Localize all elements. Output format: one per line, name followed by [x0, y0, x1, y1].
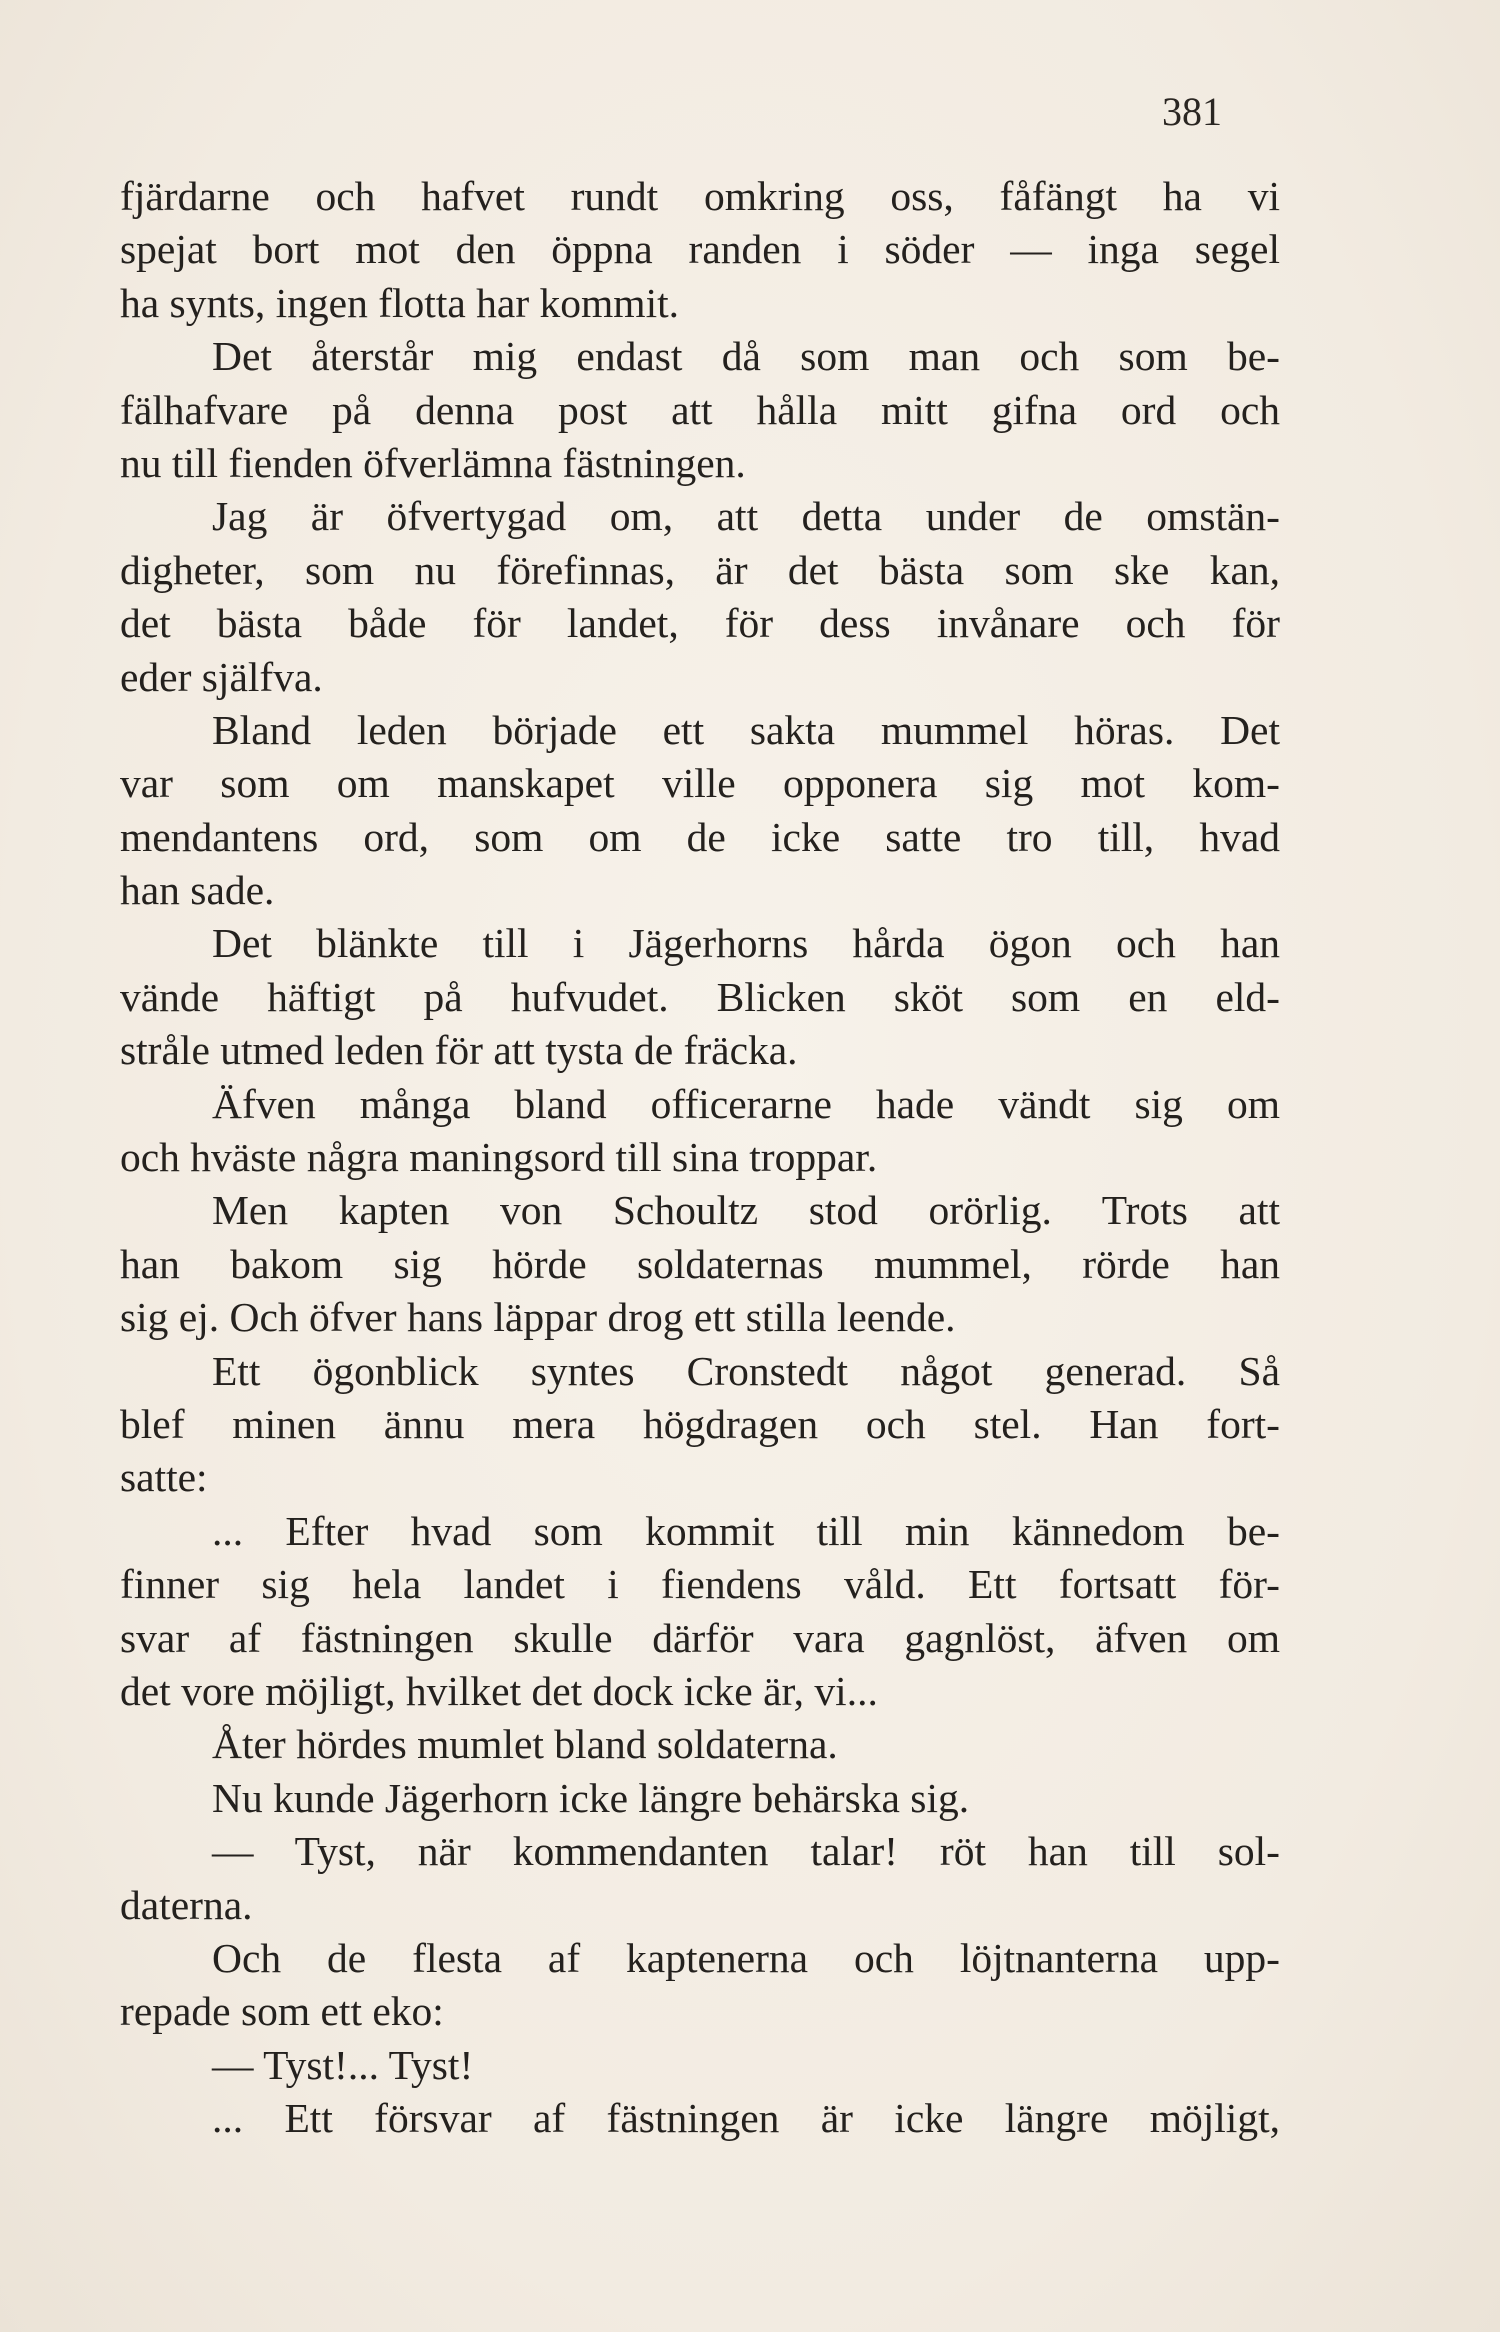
- text-line: det bästa både för landet, för dess invånare och för: [120, 600, 1280, 647]
- text-line: nu till fienden öfverlämna fästningen.: [120, 439, 746, 486]
- text-line: fjärdarne och hafvet rundt omkring oss, fåfängt ha vi: [120, 173, 1280, 219]
- text-line: han sade.: [120, 867, 275, 914]
- text-line: ha synts, ingen flotta har kommit.: [120, 279, 680, 326]
- text-line: fälhafvare på denna post att hålla mitt gifna ord och: [120, 386, 1280, 433]
- text-line: mendantens ord, som om de icke satte tro till, hvad: [120, 813, 1280, 860]
- text-line: ... Efter hvad som kommit till min kännedom be-: [212, 1507, 1280, 1554]
- text-line: svar af fästningen skulle därför vara gagnlöst, äfven om: [120, 1614, 1280, 1661]
- text-line: var som om manskapet ville opponera sig mot kom-: [120, 760, 1280, 807]
- text-line: blef minen ännu mera högdragen och stel. Han fort-: [120, 1400, 1280, 1447]
- text-line: stråle utmed leden för att tysta de fräcka.: [120, 1027, 798, 1074]
- text-line: spejat bort mot den öppna randen i söder — inga segel: [120, 226, 1280, 273]
- text-line: det vore möjligt, hvilket det dock icke är, vi...: [120, 1667, 878, 1714]
- text-line: Åter hördes mumlet bland soldaterna.: [212, 1721, 838, 1768]
- text-line: repade som ett eko:: [120, 1988, 444, 2035]
- text-line: satte:: [120, 1454, 208, 1501]
- text-line: vände häftigt på hufvudet. Blicken sköt som en eld-: [120, 973, 1280, 1020]
- text-line: digheter, som nu förefinnas, är det bästa som ske kan,: [120, 546, 1280, 593]
- text-line: Och de flesta af kaptenerna och löjtnanterna upp-: [212, 1934, 1280, 1981]
- text-line: daterna.: [120, 1881, 253, 1928]
- text-line: Jag är öfvertygad om, att detta under de omstän-: [212, 493, 1280, 540]
- text-line: finner sig hela landet i fiendens våld. Ett fortsatt för-: [120, 1561, 1280, 1608]
- text-line: — Tyst, när kommendanten talar! röt han till sol-: [212, 1828, 1280, 1875]
- text-line: Nu kunde Jägerhorn icke längre behärska sig.: [212, 1774, 970, 1821]
- text-line: — Tyst!... Tyst!: [212, 2041, 474, 2088]
- text-line: sig ej. Och öfver hans läppar drog ett stilla leende.: [120, 1294, 956, 1341]
- text-line: Ett ögonblick syntes Cronstedt något generad. Så: [212, 1347, 1280, 1394]
- text-line: Men kapten von Schoultz stod orörlig. Trots att: [212, 1187, 1280, 1234]
- text-line: Äfven många bland officerarne hade vändt sig om: [212, 1080, 1280, 1127]
- body-text: [120, 170, 1280, 2145]
- page-number: 381: [1162, 89, 1222, 134]
- text-line: Det återstår mig endast då som man och som be-: [212, 333, 1280, 380]
- text-line: han bakom sig hörde soldaternas mummel, rörde han: [120, 1240, 1280, 1287]
- text-line: och hväste några maningsord till sina troppar.: [120, 1134, 878, 1181]
- text-line: Det blänkte till i Jägerhorns hårda ögon och han: [212, 920, 1280, 967]
- text-line: Bland leden började ett sakta mummel höras. Det: [212, 706, 1280, 753]
- text-line: eder själfva.: [120, 653, 323, 700]
- text-line: ... Ett försvar af fästningen är icke längre möjligt,: [212, 2095, 1280, 2142]
